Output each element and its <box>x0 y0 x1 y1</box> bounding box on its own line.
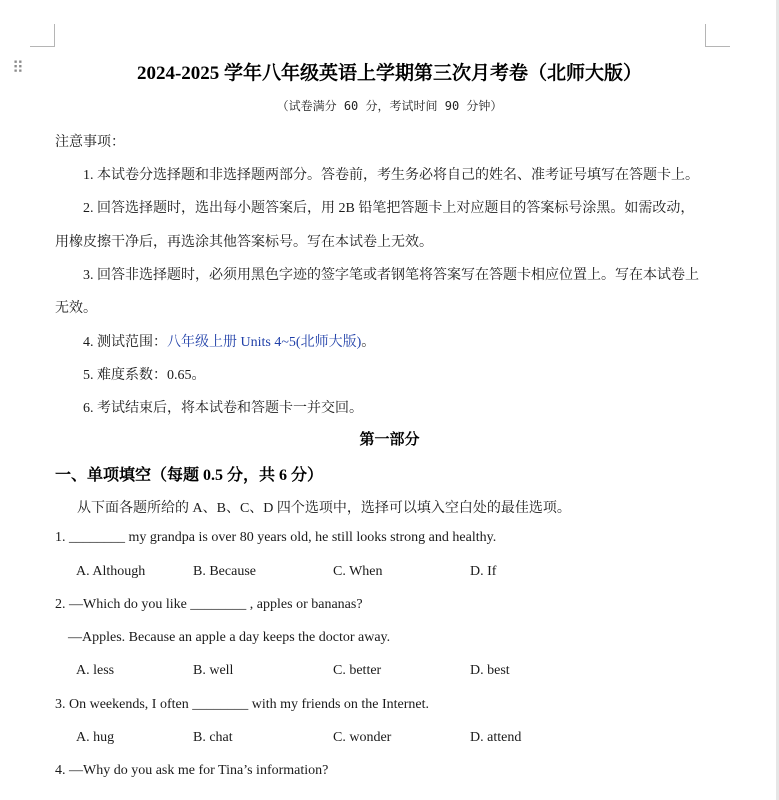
note-2: 2. 回答选择题时，选出每小题答案后，用 2B 铅笔把答题卡上对应题目的答案标号涂黑。如需改动， <box>83 201 695 216</box>
section-1-instruction: 从下面各题所给的 A、B、C、D 四个选项中，选择可以填入空白处的最佳选项。 <box>77 501 571 516</box>
crop-mark-top-right <box>705 24 730 47</box>
doc-title: 2024-2025 学年八年级英语上学期第三次月考卷（北师大版） <box>136 63 643 84</box>
question-1-option-b: B. Because <box>193 564 256 579</box>
note-4-range-link[interactable]: 八年级上册 Units 4~5(北师大版) <box>167 335 362 350</box>
question-2-option-c: C. better <box>333 663 382 678</box>
note-3-cont: 无效。 <box>55 301 97 316</box>
question-2-option-a: A. less <box>76 663 115 678</box>
question-3-option-c: C. wonder <box>333 730 392 745</box>
question-2-option-b: B. well <box>193 663 234 678</box>
question-2-stem: 2. —Which do you like ________ , apples or bananas? <box>55 597 363 612</box>
question-2-reply: —Apples. Because an apple a day keeps the doctor away. <box>68 630 391 645</box>
note-4-suffix: 。 <box>361 335 376 350</box>
question-2-option-d: D. best <box>470 663 510 678</box>
note-4-prefix: 4. 测试范围： <box>83 335 167 350</box>
question-3-option-d: D. attend <box>470 730 522 745</box>
question-1-option-a: A. Although <box>76 564 146 579</box>
question-3-option-b: B. chat <box>193 730 233 745</box>
question-3-option-a: A. hug <box>76 730 115 745</box>
question-3-stem: 3. On weekends, I often ________ with my friends on the Internet. <box>55 697 430 712</box>
note-3: 3. 回答非选择题时，必须用黑色字迹的签字笔或者钢笔将答案写在答题卡相应位置上。写在本试卷上 <box>83 268 699 283</box>
crop-mark-top-left <box>30 24 55 47</box>
question-1-option-c: C. When <box>333 564 383 579</box>
note-5: 5. 难度系数：0.65。 <box>83 368 206 383</box>
drag-handle-icon[interactable]: ⠿ <box>12 58 22 77</box>
note-4 <box>83 331 375 351</box>
question-1-stem: 1. ________ my grandpa is over 80 years old, he still looks strong and healthy. <box>55 530 497 545</box>
doc-subtitle: （试卷满分 60 分，考试时间 90 分钟） <box>276 99 503 113</box>
notes-heading: 注意事项： <box>55 135 125 150</box>
note-6: 6. 考试结束后，将本试卷和答题卡一并交回。 <box>83 401 363 416</box>
note-2-cont: 用橡皮擦干净后，再选涂其他答案标号。写在本试卷上无效。 <box>55 235 433 250</box>
part-title: 第一部分 <box>359 432 420 448</box>
question-4-stem: 4. —Why do you ask me for Tina’s information? <box>55 763 329 778</box>
question-1-option-d: D. If <box>470 564 497 579</box>
note-1: 1. 本试卷分选择题和非选择题两部分。答卷前，考生务必将自己的姓名、准考证号填写在答题卡上。 <box>83 168 699 183</box>
section-1-heading: 一、单项填空（每题 0.5 分，共 6 分） <box>55 467 324 484</box>
